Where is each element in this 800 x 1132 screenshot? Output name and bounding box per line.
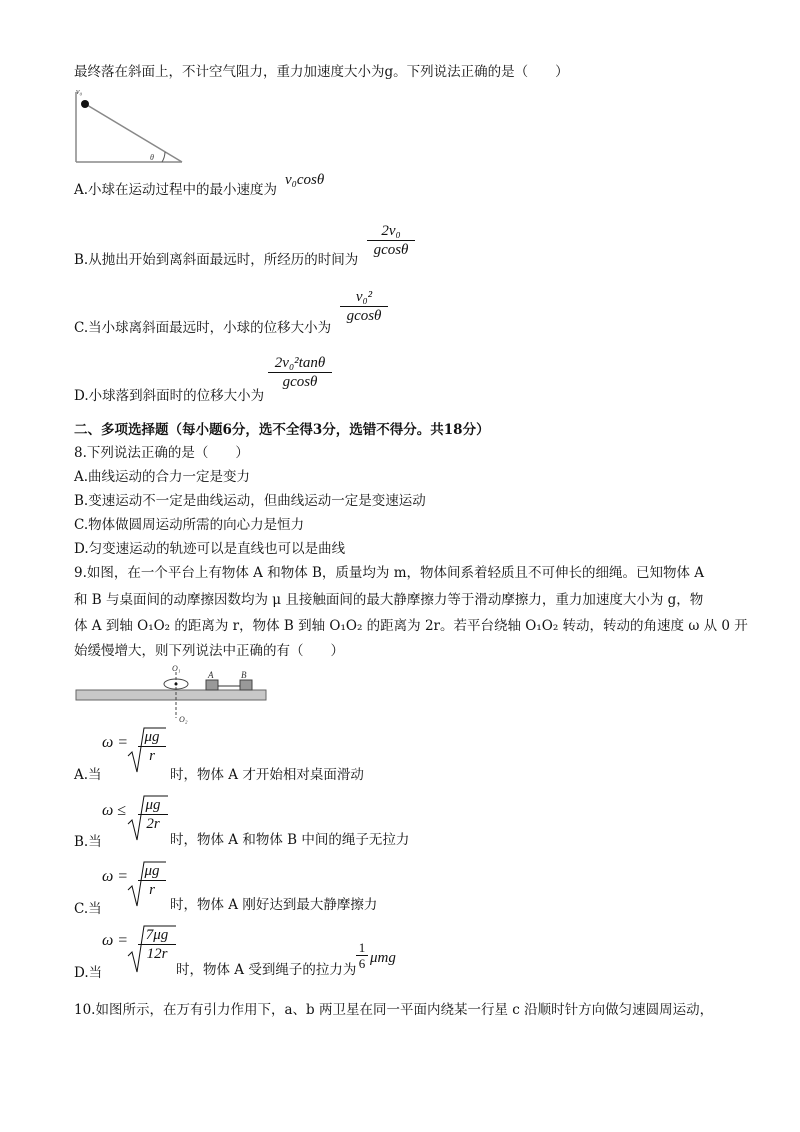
q7-option-a-text: A.小球在运动过程中的最小速度为 [74,182,278,198]
o2-label: O₂ [179,715,188,724]
q9-option-b-fraction [138,796,168,833]
q9-option-c-lhs: ω = [102,868,129,885]
fraction-numerator: 1 [358,940,366,955]
fraction-numerator: μg [144,863,160,879]
q9-stem-line-3: 体 A 到轴 O₁O₂ 的距离为 r，物体 B 到轴 O₁O₂ 的距离为 2r。若平台绕轴 O₁O₂ 转动，转动的角速度 ω 从 0 开 [74,618,748,634]
q9-option-a-lhs: ω = [102,734,129,751]
fraction-denominator: gcosθ [282,374,318,390]
fraction-numerator: v₀² [355,289,373,305]
q9-option-a-suffix: 时，物体 A 才开始相对桌面滑动 [170,767,364,783]
fraction-denominator: 2r [146,816,160,832]
q10-stem: 10.如图所示，在万有引力作用下，a、b 两卫星在同一平面内绕某一行星 c 沿顺时针方向做匀速圆周运动， [74,1002,714,1018]
b-label: B [241,670,247,680]
q9-stem-line-2: 和 B 与桌面间的动摩擦因数均为 μ 且接触面间的最大静摩擦力等于滑动摩擦力，重力加速度大小为 g，物 [74,592,704,608]
q9-option-c-prefix: C.当 [74,901,102,917]
q8-option-d: D.匀变速运动的轨迹可以是直线也可以是曲线 [74,541,346,557]
q9-stem-line-4: 始缓慢增大，则下列说法中正确的有（ ） [74,643,344,659]
fraction-numerator: 2v₀²tanθ [274,355,326,371]
q9-option-d-prefix: D.当 [74,965,103,981]
initial-velocity-label: v₀ [76,87,83,96]
incline-figure [70,86,190,170]
q9-option-c-suffix: 时，物体 A 刚好达到最大静摩擦力 [170,897,378,913]
q7-option-c-text: C.当小球离斜面最远时，小球的位移大小为 [74,320,332,336]
q7-option-b-fraction [367,222,415,259]
q9-option-d-suffix: 时，物体 A 受到绳子的拉力为 [176,962,357,978]
platform-figure [72,662,272,724]
a-label: A [208,670,214,680]
fraction-numerator: μg [144,729,160,745]
q7-option-d-text: D.小球落到斜面时的位移大小为 [74,388,265,404]
angle-arc [162,152,165,162]
block-a [206,680,218,690]
block-b [240,680,252,690]
q8-option-b: B.变速运动不一定是曲线运动，但曲线运动一定是变速运动 [74,493,426,509]
fraction-denominator: gcosθ [346,308,382,324]
theta-label: θ [150,153,154,162]
q9-option-d-lhs: ω = [102,932,129,949]
fraction-denominator: 12r [146,946,168,962]
q7-stem-tail: 最终落在斜面上，不计空气阻力，重力加速度大小为g。下列说法正确的是（ ） [74,64,569,80]
q9-option-d-fraction [138,926,176,963]
q8-option-a: A.曲线运动的合力一定是变力 [74,469,251,485]
section2-heading: 二、多项选择题（每小题6分，选不全得3分，选错不得分。共18分） [74,422,490,438]
fraction-numerator: 2v₀ [381,223,401,239]
ball-icon [81,100,89,108]
fraction-denominator: r [149,748,155,764]
platform-board [76,690,266,700]
fraction-denominator: 6 [358,956,366,971]
q7-option-a-expr: v₀cosθ [285,172,325,188]
fraction-numerator: μg [145,797,161,813]
q7-option-b-text: B.从抛出开始到离斜面最远时，所经历的时间为 [74,252,359,268]
incline-slope [82,102,182,162]
q8-stem: 8.下列说法正确的是（ ） [74,445,249,461]
q9-option-a-fraction [138,728,166,765]
q9-option-a-prefix: A.当 [74,767,102,783]
q9-option-b-lhs: ω ≤ [102,802,127,819]
q7-option-d-fraction [268,354,332,391]
q7-option-a [74,180,277,200]
q7-option-c-fraction [340,288,388,325]
q9-stem-line-1: 9.如图，在一个平台上有物体 A 和物体 B，质量均为 m，物体间系着轻质且不可伸长的细绳。已知物体 A [74,565,705,581]
o1-label: O₁ [172,664,181,673]
q8-option-c: C.物体做圆周运动所需的向心力是恒力 [74,517,305,533]
q9-option-b-prefix: B.当 [74,834,102,850]
fraction-numerator: 7μg [145,927,169,943]
q9-option-d-tail-expr: μmg [370,950,396,966]
q9-option-d-tail-fraction [356,940,368,971]
fraction-denominator: gcosθ [373,242,409,258]
q9-option-b-suffix: 时，物体 A 和物体 B 中间的绳子无拉力 [170,832,410,848]
axis-point [175,683,178,686]
fraction-denominator: r [149,882,155,898]
q9-option-c-fraction [138,862,166,899]
